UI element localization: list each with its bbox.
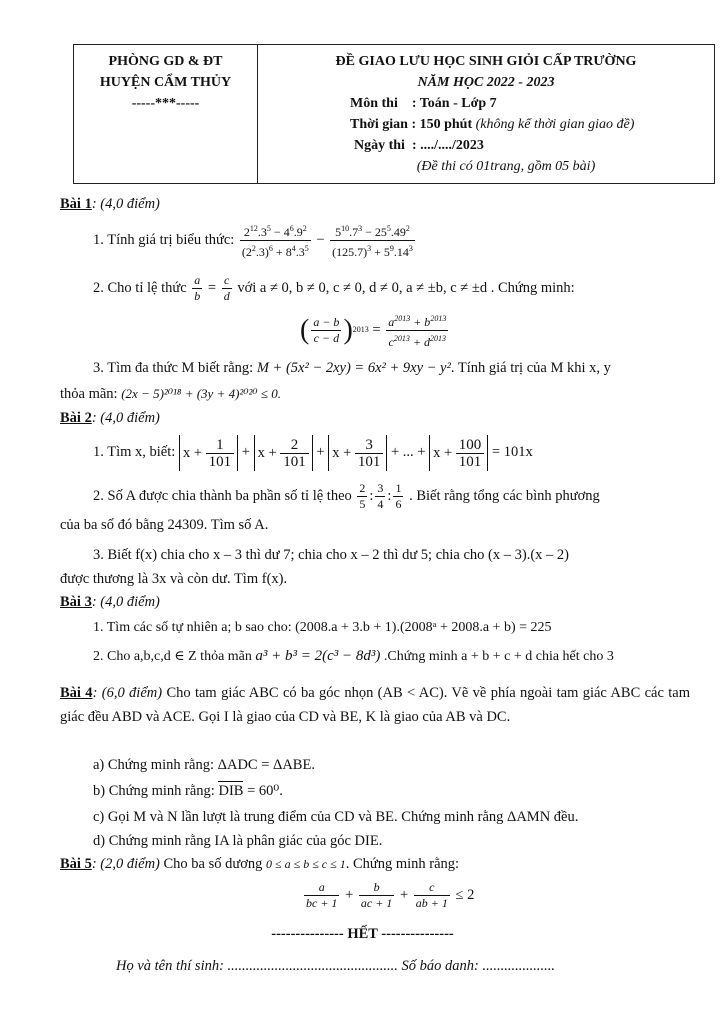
- bai2-heading: Bài 2: (4,0 điểm): [60, 410, 160, 426]
- header-separator: -----***-----: [131, 96, 200, 111]
- bai4-b: b) Chứng minh rằng: DIB = 60⁰.: [93, 783, 283, 799]
- bai2-q1: 1. Tìm x, biết: x + $\frac{1}{101}$ + x + $\frac{2}{101}$ + x + $\frac{3}{101}$ + ... + x + $\frac{100}{101}$ = 101x: [93, 432, 533, 472]
- bai2-q2-line2: của ba số đó bằng 24309. Tìm số A.: [60, 517, 269, 533]
- header-left: [74, 45, 258, 183]
- district: HUYỆN CẨM THỦY: [99, 75, 232, 90]
- exam-title: ĐỀ GIAO LƯU HỌC SINH GIỎI CẤP TRƯỜNG: [335, 54, 637, 69]
- end-marker: --------------- HẾT ---------------: [271, 926, 454, 942]
- department: PHÒNG GD & ĐT: [108, 54, 223, 69]
- bai2-q3-line2: được thương là 3x và còn dư. Tìm f(x).: [60, 571, 288, 587]
- date-line: Ngày thi : ..../..../2023: [354, 138, 484, 153]
- bai5-intro: Bài 5: (2,0 điểm) Cho ba số dương 0 ≤ a ≤ b ≤ c ≤ 1. Chứng minh rằng:: [60, 856, 460, 872]
- header-box: [73, 44, 715, 184]
- bai1-q2-identity: ( $\frac{a - b}{c - d}$ )$^{2013}$ = $\frac{a^{2013} + b^{2013}}{c^{2013} + d^{2013}}$: [300, 310, 450, 351]
- bai2-q2: 2. Số A được chia thành ba phần số tỉ lệ theo $\frac{2}{5}$ : $\frac{3}{4}$ : $\frac{1}{6}$ . Biết rằng tổng các bình phương: [93, 481, 600, 512]
- fraction-1: $\frac{2^{12}.3^5 - 4^6.9^2}{(2^2.3)^6 + 8^4.3^5}$: [240, 221, 311, 260]
- bai3-q1: 1. Tìm các số tự nhiên a; b sao cho: (2008.a + 3.b + 1).(2008ᵃ + 2008.a + b) = 225: [93, 620, 552, 635]
- subject-line: Môn thi : Toán - Lớp 7: [350, 96, 497, 111]
- bai3-heading: Bài 3: (4,0 điểm): [60, 594, 160, 610]
- header-right: [258, 45, 714, 183]
- bai4-a: a) Chứng minh rằng: ΔADC = ΔABE.: [93, 757, 315, 773]
- bai2-q3-line1: 3. Biết f(x) chia cho x – 3 thì dư 7; chia cho x – 2 thì dư 5; chia cho (x – 3).(x – 2): [93, 547, 569, 563]
- bai5-inequality: $\frac{a}{bc + 1}$ + $\frac{b}{ac + 1}$ + $\frac{c}{ab + 1}$ ≤ 2: [306, 880, 475, 911]
- school-year: NĂM HỌC 2022 - 2023: [417, 75, 555, 90]
- bai4-d: d) Chứng minh rằng IA là phân giác của góc DIE.: [93, 833, 383, 849]
- bai1-q3: 3. Tìm đa thức M biết rằng: M + (5x² − 2xy) = 6x² + 9xy − y². Tính giá trị của M khi x, y: [93, 360, 611, 376]
- time-line: Thời gian : 150 phút (không kể thời gian giao đề): [350, 117, 635, 132]
- bai1-q3-cond: thỏa mãn: (2x − 5)²⁰¹⁸ + (3y + 4)²⁰²⁰ ≤ 0.: [60, 386, 282, 402]
- candidate-info-line: Họ và tên thí sinh: ............................................... Số báo danh: ....................: [116, 958, 556, 974]
- bai4-c: c) Gọi M và N lần lượt là trung điểm của CD và BE. Chứng minh rằng ΔAMN đều.: [93, 809, 579, 825]
- bai3-q2: 2. Cho a,b,c,d ∈ Z thỏa mãn a³ + b³ = 2(c³ − 8d³) .Chứng minh a + b + c + d chia hết cho 3: [93, 648, 614, 664]
- bai1-q1: 1. Tính giá trị biểu thức: $\frac{2^{12}.3^5 - 4^6.9^2}{(2^2.3)^6 + 8^4.3^5}$ − $\frac{5^{10}.7^3 - 25^5.49^2}{(125.7)^3 + 5^9.14^3}$: [93, 220, 417, 260]
- bai1-heading: Bài 1: (4,0 điểm): [60, 196, 160, 212]
- exam-note: (Đề thi có 01trang, gồm 05 bài): [416, 159, 596, 174]
- fraction-2: $\frac{5^{10}.7^3 - 25^5.49^2}{(125.7)^3 + 5^9.14^3}$: [330, 221, 415, 260]
- bai4-intro: Bài 4: (6,0 điểm) Cho tam giác ABC có ba góc nhọn (AB < AC). Vẽ về phía ngoài tam giác ABC các tam giác đều ABD và ACE. Gọi I là giao của CD và BE, K là giao của AB và DC.: [60, 685, 690, 725]
- bai1-q2: 2. Cho tỉ lệ thức $\frac{a}{b}$ = $\frac{c}{d}$ với a ≠ 0, b ≠ 0, c ≠ 0, d ≠ 0, a ≠ ±b, c ≠ ±d . Chứng minh:: [93, 273, 575, 304]
- angle-dib: DIB: [218, 783, 244, 799]
